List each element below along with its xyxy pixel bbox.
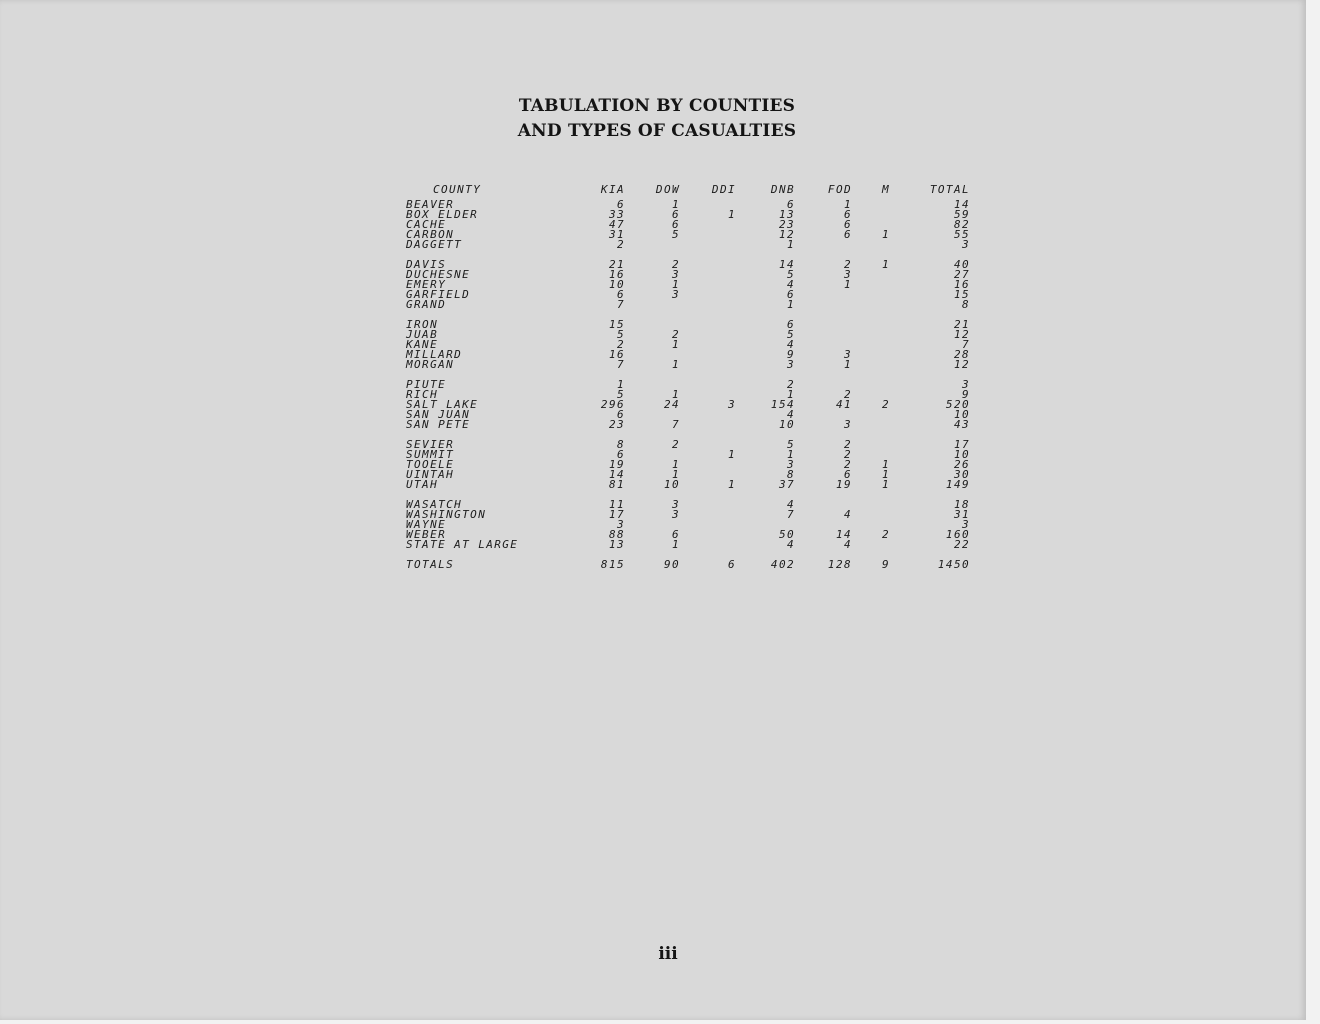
cell-m: 1 — [881, 458, 890, 471]
cell-m — [852, 360, 890, 370]
cell-county: DAGGETT — [406, 238, 463, 251]
cell-dnb: 5 — [786, 268, 795, 281]
cell-kia: 296 — [600, 398, 625, 411]
cell-dow: 6 — [671, 208, 680, 221]
cell-county: UTAH — [406, 478, 439, 491]
cell-dow: 2 — [671, 328, 680, 341]
cell-county: EMERY — [406, 278, 447, 291]
cell-m: 2 — [881, 398, 890, 411]
cell-fod: 2 — [843, 388, 852, 401]
cell-dow: 7 — [671, 418, 680, 431]
cell-total: 10 — [953, 448, 970, 461]
cell-kia: 2 — [616, 238, 625, 251]
cell-ddi — [680, 270, 736, 280]
cell-dnb: 37 — [778, 478, 795, 491]
cell-total: 8 — [961, 298, 970, 311]
cell-ddi — [680, 530, 736, 540]
cell-kia: 15 — [608, 318, 625, 331]
cell-dnb: 50 — [778, 528, 795, 541]
cell-kia: 81 — [608, 478, 625, 491]
group-spacer — [398, 310, 970, 320]
cell-kia: 8 — [616, 438, 625, 451]
cell-m — [852, 380, 890, 390]
cell-total: 12 — [953, 358, 970, 371]
cell-ddi — [680, 520, 736, 530]
cell-kia: 14 — [608, 468, 625, 481]
cell-m — [852, 510, 890, 520]
table-row — [398, 240, 970, 250]
cell-kia: 1 — [616, 378, 625, 391]
cell-m — [852, 330, 890, 340]
cell-fod: 1 — [843, 198, 852, 211]
cell-fod: 1 — [843, 278, 852, 291]
cell-total: 3 — [961, 518, 970, 531]
cell-ddi — [680, 410, 736, 420]
cell-dow — [625, 300, 680, 310]
cell-county: SEVIER — [406, 438, 455, 451]
cell-dow: 90 — [663, 558, 680, 571]
cell-total: 7 — [961, 338, 970, 351]
cell-m — [852, 540, 890, 550]
cell-m — [852, 500, 890, 510]
cell-dnb: 12 — [778, 228, 795, 241]
cell-kia: 7 — [616, 298, 625, 311]
cell-ddi: 6 — [727, 558, 736, 571]
cell-county: GARFIELD — [406, 288, 471, 301]
casualties-table — [398, 180, 970, 570]
table-row — [398, 300, 970, 310]
cell-dnb: 402 — [770, 558, 795, 571]
page-number: iii — [658, 944, 678, 964]
cell-county: TOOELE — [406, 458, 455, 471]
cell-dnb: 4 — [786, 408, 795, 421]
cell-county: GRAND — [406, 298, 447, 311]
cell-dow — [625, 240, 680, 250]
cell-dnb: 1 — [786, 238, 795, 251]
cell-dnb: 1 — [786, 388, 795, 401]
cell-county: RICH — [406, 388, 439, 401]
cell-ddi — [680, 510, 736, 520]
cell-ddi — [680, 460, 736, 470]
cell-total: 15 — [953, 288, 970, 301]
cell-kia: 5 — [616, 388, 625, 401]
cell-total: 149 — [945, 478, 970, 491]
table-row — [398, 290, 970, 300]
cell-total: 3 — [961, 238, 970, 251]
cell-dnb: 10 — [778, 418, 795, 431]
cell-dow: 1 — [671, 468, 680, 481]
spacer-cell — [398, 370, 970, 380]
cell-county: BEAVER — [406, 198, 455, 211]
cell-county: BOX ELDER — [406, 208, 479, 221]
cell-m — [852, 420, 890, 430]
cell-fod — [795, 300, 852, 310]
cell-total: 30 — [953, 468, 970, 481]
table-header-row — [398, 180, 970, 200]
cell-ddi: 1 — [727, 478, 736, 491]
cell-kia: 3 — [616, 518, 625, 531]
cell-total: 27 — [953, 268, 970, 281]
header-ddi: DDI — [711, 183, 736, 196]
cell-fod — [795, 240, 852, 250]
cell-dow: 1 — [671, 358, 680, 371]
cell-ddi — [680, 350, 736, 360]
cell-fod: 6 — [843, 218, 852, 231]
cell-kia: 17 — [608, 508, 625, 521]
table-row — [398, 330, 970, 340]
cell-dnb: 5 — [786, 328, 795, 341]
cell-county: MORGAN — [406, 358, 455, 371]
table-row — [398, 540, 970, 550]
table-row — [398, 480, 970, 490]
cell-dow: 3 — [671, 288, 680, 301]
cell-kia: 10 — [608, 278, 625, 291]
cell-dow: 3 — [671, 268, 680, 281]
cell-county: DUCHESNE — [406, 268, 471, 281]
cell-dow: 1 — [671, 538, 680, 551]
cell-ddi: 3 — [727, 398, 736, 411]
cell-ddi — [680, 220, 736, 230]
cell-ddi — [680, 260, 736, 270]
cell-dow: 3 — [671, 508, 680, 521]
cell-county: PIUTE — [406, 378, 447, 391]
cell-total: 12 — [953, 328, 970, 341]
header-fod: FOD — [827, 183, 852, 196]
cell-dnb: 7 — [786, 508, 795, 521]
cell-fod — [795, 290, 852, 300]
cell-ddi — [680, 320, 736, 330]
cell-ddi — [680, 280, 736, 290]
cell-kia: 16 — [608, 348, 625, 361]
cell-dnb: 5 — [786, 438, 795, 451]
cell-fod: 6 — [843, 208, 852, 221]
cell-dnb: 4 — [786, 538, 795, 551]
cell-kia: 6 — [616, 288, 625, 301]
cell-county: KANE — [406, 338, 439, 351]
cell-county: WASHINGTON — [406, 508, 487, 521]
cell-dnb: 4 — [786, 498, 795, 511]
cell-total: 14 — [953, 198, 970, 211]
cell-county: SAN PETE — [406, 418, 471, 431]
cell-county: SALT LAKE — [406, 398, 479, 411]
cell-total: 82 — [953, 218, 970, 231]
cell-county: MILLARD — [406, 348, 463, 361]
cell-dow: 1 — [671, 458, 680, 471]
cell-dow: 2 — [671, 258, 680, 271]
cell-kia: 33 — [608, 208, 625, 221]
cell-dow: 6 — [671, 528, 680, 541]
cell-m: 1 — [881, 258, 890, 271]
cell-fod: 2 — [843, 458, 852, 471]
cell-kia: 6 — [616, 198, 625, 211]
cell-county: WAYNE — [406, 518, 447, 531]
table-row — [398, 200, 970, 210]
cell-dnb: 2 — [786, 378, 795, 391]
cell-fod: 128 — [827, 558, 852, 571]
cell-county: CARBON — [406, 228, 455, 241]
cell-m — [852, 270, 890, 280]
cell-dow: 6 — [671, 218, 680, 231]
cell-total: 10 — [953, 408, 970, 421]
title-line-2: AND TYPES OF CASUALTIES — [517, 121, 797, 141]
cell-kia: 6 — [616, 448, 625, 461]
cell-ddi — [680, 420, 736, 430]
cell-m — [852, 280, 890, 290]
table-row — [398, 210, 970, 220]
table-row — [398, 420, 970, 430]
cell-m: 9 — [881, 558, 890, 571]
cell-total: 1450 — [937, 558, 970, 571]
cell-fod: 3 — [843, 348, 852, 361]
table-row — [398, 440, 970, 450]
table-row — [398, 360, 970, 370]
cell-kia: 21 — [608, 258, 625, 271]
cell-m — [852, 410, 890, 420]
cell-kia: 5 — [616, 328, 625, 341]
cell-total: 43 — [953, 418, 970, 431]
cell-fod — [795, 320, 852, 330]
cell-total: 18 — [953, 498, 970, 511]
cell-total: 17 — [953, 438, 970, 451]
cell-total: 55 — [953, 228, 970, 241]
cell-m: 1 — [881, 478, 890, 491]
cell-kia: 16 — [608, 268, 625, 281]
cell-dnb: 6 — [786, 198, 795, 211]
cell-fod: 2 — [843, 258, 852, 271]
cell-dnb: 8 — [786, 468, 795, 481]
cell-ddi — [680, 300, 736, 310]
table-row — [398, 320, 970, 330]
cell-kia: 2 — [616, 338, 625, 351]
cell-ddi: 1 — [727, 208, 736, 221]
header-m: M — [881, 183, 890, 196]
cell-ddi — [680, 360, 736, 370]
table-row — [398, 350, 970, 360]
cell-county: SUMMIT — [406, 448, 455, 461]
cell-fod: 2 — [843, 438, 852, 451]
cell-dow: 3 — [671, 498, 680, 511]
cell-total: 31 — [953, 508, 970, 521]
cell-ddi — [680, 230, 736, 240]
cell-dow: 1 — [671, 198, 680, 211]
spacer-cell — [398, 490, 970, 500]
cell-kia: 815 — [600, 558, 625, 571]
cell-fod: 6 — [843, 468, 852, 481]
cell-ddi — [680, 340, 736, 350]
cell-m — [852, 210, 890, 220]
cell-ddi: 1 — [727, 448, 736, 461]
cell-m — [852, 340, 890, 350]
cell-total: 160 — [945, 528, 970, 541]
group-spacer — [398, 490, 970, 500]
page-title — [460, 94, 854, 144]
cell-fod: 41 — [835, 398, 852, 411]
cell-fod: 14 — [835, 528, 852, 541]
table-row — [398, 410, 970, 420]
cell-total: 26 — [953, 458, 970, 471]
cell-dow: 1 — [671, 278, 680, 291]
cell-m: 2 — [881, 528, 890, 541]
cell-dow: 5 — [671, 228, 680, 241]
cell-total: 3 — [961, 378, 970, 391]
cell-dnb: 3 — [786, 458, 795, 471]
cell-dnb: 13 — [778, 208, 795, 221]
cell-ddi — [680, 290, 736, 300]
cell-dnb: 6 — [786, 318, 795, 331]
cell-m — [852, 350, 890, 360]
cell-county: DAVIS — [406, 258, 447, 271]
cell-kia: 31 — [608, 228, 625, 241]
cell-dnb: 1 — [786, 298, 795, 311]
cell-dnb: 14 — [778, 258, 795, 271]
cell-m — [852, 440, 890, 450]
table-body — [398, 200, 970, 570]
group-spacer — [398, 430, 970, 440]
cell-county: WEBER — [406, 528, 447, 541]
cell-total: 40 — [953, 258, 970, 271]
cell-ddi — [680, 500, 736, 510]
cell-county: TOTALS — [406, 558, 455, 571]
table-row — [398, 280, 970, 290]
cell-m — [852, 300, 890, 310]
cell-m: 1 — [881, 228, 890, 241]
cell-fod: 19 — [835, 478, 852, 491]
cell-fod: 4 — [843, 538, 852, 551]
cell-dnb: 1 — [786, 448, 795, 461]
cell-fod: 2 — [843, 448, 852, 461]
spacer-cell — [398, 430, 970, 440]
cell-kia: 88 — [608, 528, 625, 541]
cell-kia: 19 — [608, 458, 625, 471]
cell-m — [852, 320, 890, 330]
cell-fod: 4 — [843, 508, 852, 521]
cell-kia: 23 — [608, 418, 625, 431]
cell-fod: 6 — [843, 228, 852, 241]
cell-total: 28 — [953, 348, 970, 361]
header-total: TOTAL — [929, 183, 970, 196]
cell-dnb: 154 — [770, 398, 795, 411]
cell-county: WASATCH — [406, 498, 463, 511]
cell-ddi — [680, 380, 736, 390]
cell-ddi — [680, 540, 736, 550]
cell-m — [852, 240, 890, 250]
spacer-cell — [398, 310, 970, 320]
cell-county: JUAB — [406, 328, 439, 341]
table-row — [398, 270, 970, 280]
cell-dnb: 9 — [786, 348, 795, 361]
paper-edge-bottom — [0, 1020, 1320, 1024]
cell-fod: 3 — [843, 268, 852, 281]
paper-edge-right — [1306, 0, 1320, 1024]
cell-county: CACHE — [406, 218, 447, 231]
table-row — [398, 380, 970, 390]
totals-row — [398, 560, 970, 570]
cell-county: UINTAH — [406, 468, 455, 481]
cell-dow: 10 — [663, 478, 680, 491]
group-spacer — [398, 370, 970, 380]
cell-total: 16 — [953, 278, 970, 291]
cell-dnb: 23 — [778, 218, 795, 231]
cell-county: STATE AT LARGE — [406, 538, 519, 551]
cell-total: 9 — [961, 388, 970, 401]
cell-county: SAN JUAN — [406, 408, 471, 421]
cell-kia: 11 — [608, 498, 625, 511]
cell-fod: 3 — [843, 418, 852, 431]
cell-m — [852, 290, 890, 300]
header-dow: DOW — [655, 183, 680, 196]
cell-total: 22 — [953, 538, 970, 551]
header-county: COUNTY — [433, 183, 482, 196]
table-row — [398, 340, 970, 350]
cell-fod: 1 — [843, 358, 852, 371]
cell-dow: 1 — [671, 388, 680, 401]
cell-kia: 7 — [616, 358, 625, 371]
cell-kia: 47 — [608, 218, 625, 231]
cell-ddi — [680, 330, 736, 340]
header-dnb: DNB — [770, 183, 795, 196]
header-kia: KIA — [600, 183, 625, 196]
cell-ddi — [680, 240, 736, 250]
cell-dow: 1 — [671, 338, 680, 351]
cell-dow: 2 — [671, 438, 680, 451]
table-row — [398, 400, 970, 410]
cell-m — [852, 200, 890, 210]
cell-fod — [795, 330, 852, 340]
cell-dnb: 6 — [786, 288, 795, 301]
cell-dow: 24 — [663, 398, 680, 411]
table-row — [398, 260, 970, 270]
cell-total: 520 — [945, 398, 970, 411]
cell-m: 1 — [881, 468, 890, 481]
cell-total: 59 — [953, 208, 970, 221]
cell-dnb: 4 — [786, 338, 795, 351]
cell-county: IRON — [406, 318, 439, 331]
cell-total: 21 — [953, 318, 970, 331]
cell-kia: 13 — [608, 538, 625, 551]
title-line-1: TABULATION BY COUNTIES — [518, 96, 796, 116]
table-row — [398, 510, 970, 520]
table-row — [398, 230, 970, 240]
cell-kia: 6 — [616, 408, 625, 421]
cell-dnb: 4 — [786, 278, 795, 291]
cell-dnb: 3 — [786, 358, 795, 371]
